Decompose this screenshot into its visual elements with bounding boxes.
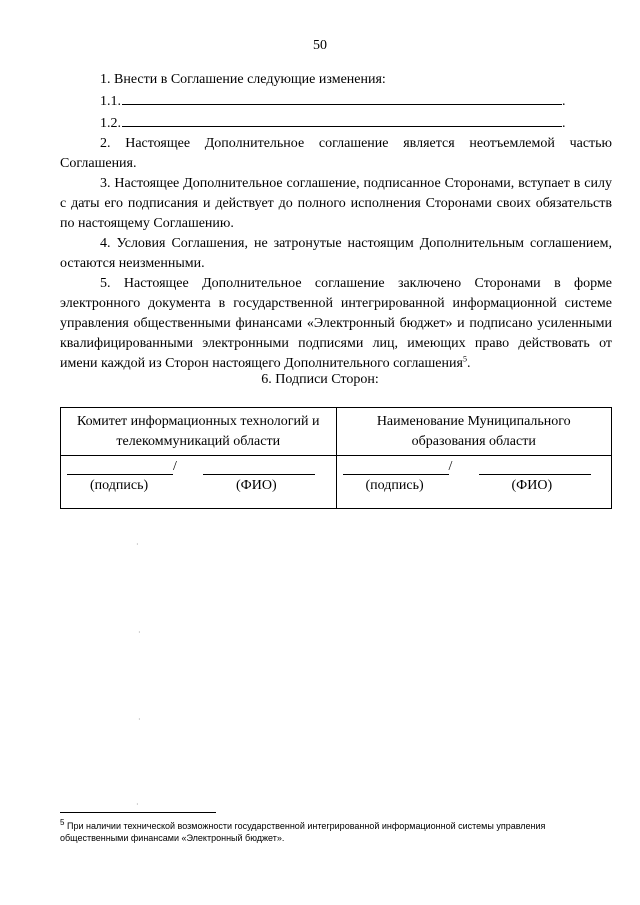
footnote-reference: 5	[462, 354, 467, 364]
paragraph-4: 4. Условия Соглашения, не затронутые настоящим Дополнительным соглашением, остаются неизменными.	[60, 236, 612, 271]
name-caption-right: (ФИО)	[511, 478, 553, 493]
name-line-right	[479, 474, 591, 475]
amendment-line-1	[60, 90, 612, 112]
party-left-name: Комитет информационных технологий и телекоммуникаций области	[76, 414, 320, 449]
footnote-marker: 5	[60, 818, 65, 827]
party-left-signature-cell	[61, 456, 337, 509]
amendment-blank-1	[122, 90, 562, 105]
footnote-text: При наличии технической возможности государственной интегрированной информационной системы управления общественными финансами «Электронный бюджет».	[60, 821, 546, 843]
document-body	[60, 70, 612, 374]
party-left-name-cell	[61, 408, 337, 456]
footnote-separator	[60, 812, 216, 813]
party-left-signature-area	[61, 456, 336, 508]
signature-caption-right: (подпись)	[365, 478, 424, 493]
amendment-label-1: 1.1.	[100, 94, 121, 109]
party-right-name: Наименование Муниципального образования области	[376, 414, 571, 449]
signature-line-left	[67, 474, 173, 475]
signature-line-right	[343, 474, 449, 475]
signature-separator-left: /	[173, 459, 177, 474]
amendment-end-1: .	[562, 94, 566, 109]
signature-caption-left: (подпись)	[90, 478, 149, 493]
paragraph-5-text: 5. Настоящее Дополнительное соглашение заключено Сторонами в форме электронного документа в государственной интегрированной информационной системе управления общественными финансами «Электронный бюджет» и подписано усиленными квалифицированными электронными подписями лиц, имеющих право действовать от имени каждой из Сторон настоящего Дополнительного соглашения	[60, 276, 612, 371]
party-right-name-cell	[336, 408, 612, 456]
paragraph-3: 3. Настоящее Дополнительное соглашение, подписанное Сторонами, вступает в силу с даты его подписания и действует до полного исполнения Сторонами своих обязательств по настоящему Соглашению.	[60, 176, 612, 231]
intro-paragraph: 1. Внести в Соглашение следующие изменения:	[100, 72, 386, 87]
scan-speck: ·	[138, 715, 141, 724]
amendment-line-2	[60, 112, 612, 134]
name-line-left	[203, 474, 315, 475]
name-caption-left: (ФИО)	[236, 478, 277, 493]
footnote	[60, 820, 612, 844]
amendment-label-2: 1.2.	[100, 116, 121, 131]
paragraph-5: 5. Настоящее Дополнительное соглашение заключено Сторонами в форме электронного документа в государственной интегрированной информационной системе управления общественными финансами «Электронный бюджет» и подписано усиленными квалифицированными электронными подписями лиц, имеющих право действовать от имени каждой из Сторон настоящего Дополнительного соглашения$^5$.	[60, 276, 612, 371]
paragraph-2: 2. Настоящее Дополнительное соглашение является неотъемлемой частью Соглашения.	[60, 136, 612, 171]
amendment-end-2: .	[562, 116, 566, 131]
party-right-signature-cell	[336, 456, 612, 509]
signatures-table	[60, 407, 612, 509]
party-right-signature-area	[337, 456, 612, 508]
scan-speck: ·	[138, 628, 141, 637]
scan-speck: ·	[136, 800, 139, 809]
signatures-title: 6. Подписи Сторон:	[261, 372, 379, 387]
amendment-blank-2	[122, 112, 562, 127]
signature-separator-right: /	[448, 459, 453, 474]
scan-speck: ·	[136, 540, 139, 549]
page-number: 50	[313, 38, 327, 53]
